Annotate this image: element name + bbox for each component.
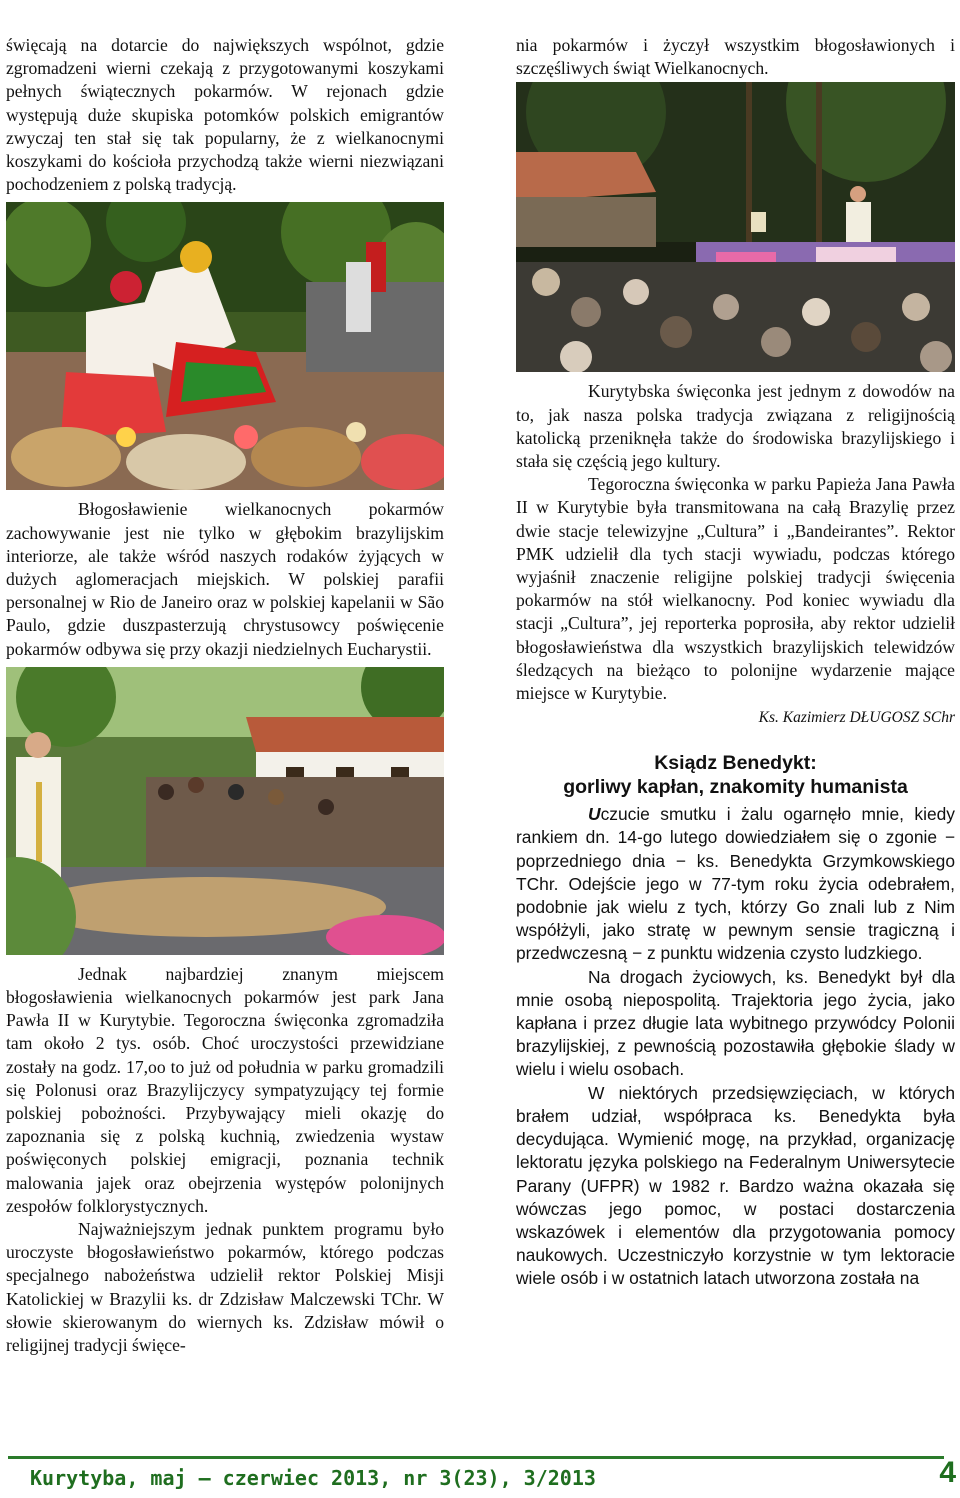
photo-folk-dancers-image [6,202,444,490]
left-paragraph-2: Błogosławienie wielkanocnych pokarmów zachowywanie jest nie tylko w głębokim brazylijskim interiorze, ale także wśród naszych rodaków żyjących w dużych aglomeracjach miejskich. W polskiej parafii personalnej w Rio de Janeiro oraz w polskiej kapelanii w São Paulo, gdzie duszpasterzują chrystusowcy poświęcenie pokarmów odbywa się przy okazji niedzielnych Eucharystii. [6,499,444,659]
left-column [6,34,444,1357]
photo-night-crowd-image [516,82,955,372]
left-paragraph-3: Jednak najbardziej znanym miejscem błogosławienia wielkanocnych pokarmów jest park Jana Pawła II w Kurytybie. Tegoroczna święconka zgromadziła tam około 2 tys. osób. Choć uroczystości przewidziane zostały na godz. 17,oo to już od południa w parku gromadzili się Polonusi oraz Brazylijczycy sympatyzujący tej formie polskiej pobożności. Przybywający mieli okazję do zapoznania się z polską kuchnią, zwiedzenia wystaw poświęconych polskiej emigracji, poznania technik malowania jajek oraz obejrzenia występów polonijnych zespołów folklorystycznych. [6,963,444,1216]
article-title-line-1: Ksiądz Benedykt: [654,752,817,775]
right-paragraph-1: nia pokarmów i życzył wszystkim błogosławionych i szczęśliwych świąt Wielkanocnych. [516,35,955,79]
page-number: 4 [939,1456,956,1489]
left-paragraph-4: Najważniejszym jednak punktem programu było uroczyste błogosławieństwo pokarmów, którego podczas specjalnego nabożeństwa udzielił rektor Polskiej Misji Katolickiej w Brazylii ks. dr Zdzisław Malczewski TChr. W słowie skierowanym do wiernych ks. Zdzisław mówił o religijnej tradycji święce- [6,1219,444,1356]
left-paragraph-1: święcają na dotarcie do największych wspólnot, gdzie zgromadzeni wierni czekają z przygotowanymi koszykami pełnych świątecznych pokarmów. W rejonach gdzie występują duże skupiska potomków polskich emigrantów zwyczaj ten stał się tak popularny, że z wielkanocnymi koszykami do kościoła przychodzą także wierni niezwiązani pochodzeniem z polską tradycją. [6,35,444,195]
article-title [516,751,955,799]
photo-folk-dancers [6,202,444,490]
article-paragraph-1 [516,803,955,965]
photo-night-crowd [516,82,955,372]
right-paragraph-3: Tegoroczna święconka w parku Papieża Jana Pawła II w Kurytybie była transmitowana na całą Brazylię przez dwie stacje telewizyjne „Cultura” i „Bandeirantes”. Rektor PMK udzielił dla tych stacji wywiadu, podczas którego wyjaśnił znaczenie religijne polskiej tradycji święcenia pokarmów na stół wielkanocny. Pod koniec wywiadu dla stacji „Cultura”, jej reporterka poprosiła, aby rektor udzielił błogosławieństwa dla wszystkich brazylijskich telewidzów śledzących na bieżąco to polonijne wydarzenie mające miejsce w Kurytybie. [516,474,955,704]
article-paragraph-1-text: czucie smutku i żalu ogarnęło mnie, kiedy rankiem dn. 14-go lutego dowiedziałem się o zgonie − poprzedniego dnia − ks. Benedykta Grzymkowskiego TChr. Odejście jego w 77-tym roku życia odebrałem, podobnie jak wielu z tych, którzy Go znali lub z Nim współżyli, jako stratę w pewnym sensie tragiczną i przedwczesną − z punktu widzenia czysto ludzkiego. [516,804,955,964]
article-title-line-2: gorliwy kapłan, znakomity humanista [563,776,908,799]
article-paragraph-2: Na drogach życiowych, ks. Benedykt był dla mnie osobą niepospolitą. Trajektoria jego życia, jako kapłana i przez długie lata wybitnego przywódcy Polonii brazylijskiej, z pewnością pozostawiła głębokie ślady w wielu i wielu osobach. [516,966,955,1080]
right-column [516,34,955,1291]
photo-priest-blessing-image [6,667,444,955]
author-signature: Ks. Kazimierz DŁUGOSZ SChr [758,709,955,727]
right-paragraph-2: Kurytybska święconka jest jednym z dowodów na to, jak nasza polska tradycja związana z religijnością katolicką przeniknęła także do środowiska brazylijskiego i stała się częścią jego kultury. [516,381,955,472]
drop-cap: U [588,804,601,825]
photo-priest-blessing [6,667,444,955]
article-paragraph-3: W niektórych przedsięwzięciach, w których brałem udział, współpraca ks. Benedykta była decydująca. Wymienić mogę, na przykład, organizację lektoratu języka polskiego na Federalnym Uniwersytecie Parany (UFPR) w 1982 r. Bardzo ważna okazała się wówczas jego pomoc, w postaci dostarczenia wskazówek i elementów dla przygotowania pomocy naukowych. Uczestniczyło korzystnie w tym lektoracie wiele osób i w ostatnich latach utworzona została na [516,1082,955,1289]
footer-issue-info: Kurytyba, maj – czerwiec 2013, nr 3(23), 3/2013 [30,1466,596,1490]
footer-rule [8,1456,944,1459]
article-body [516,803,955,1290]
